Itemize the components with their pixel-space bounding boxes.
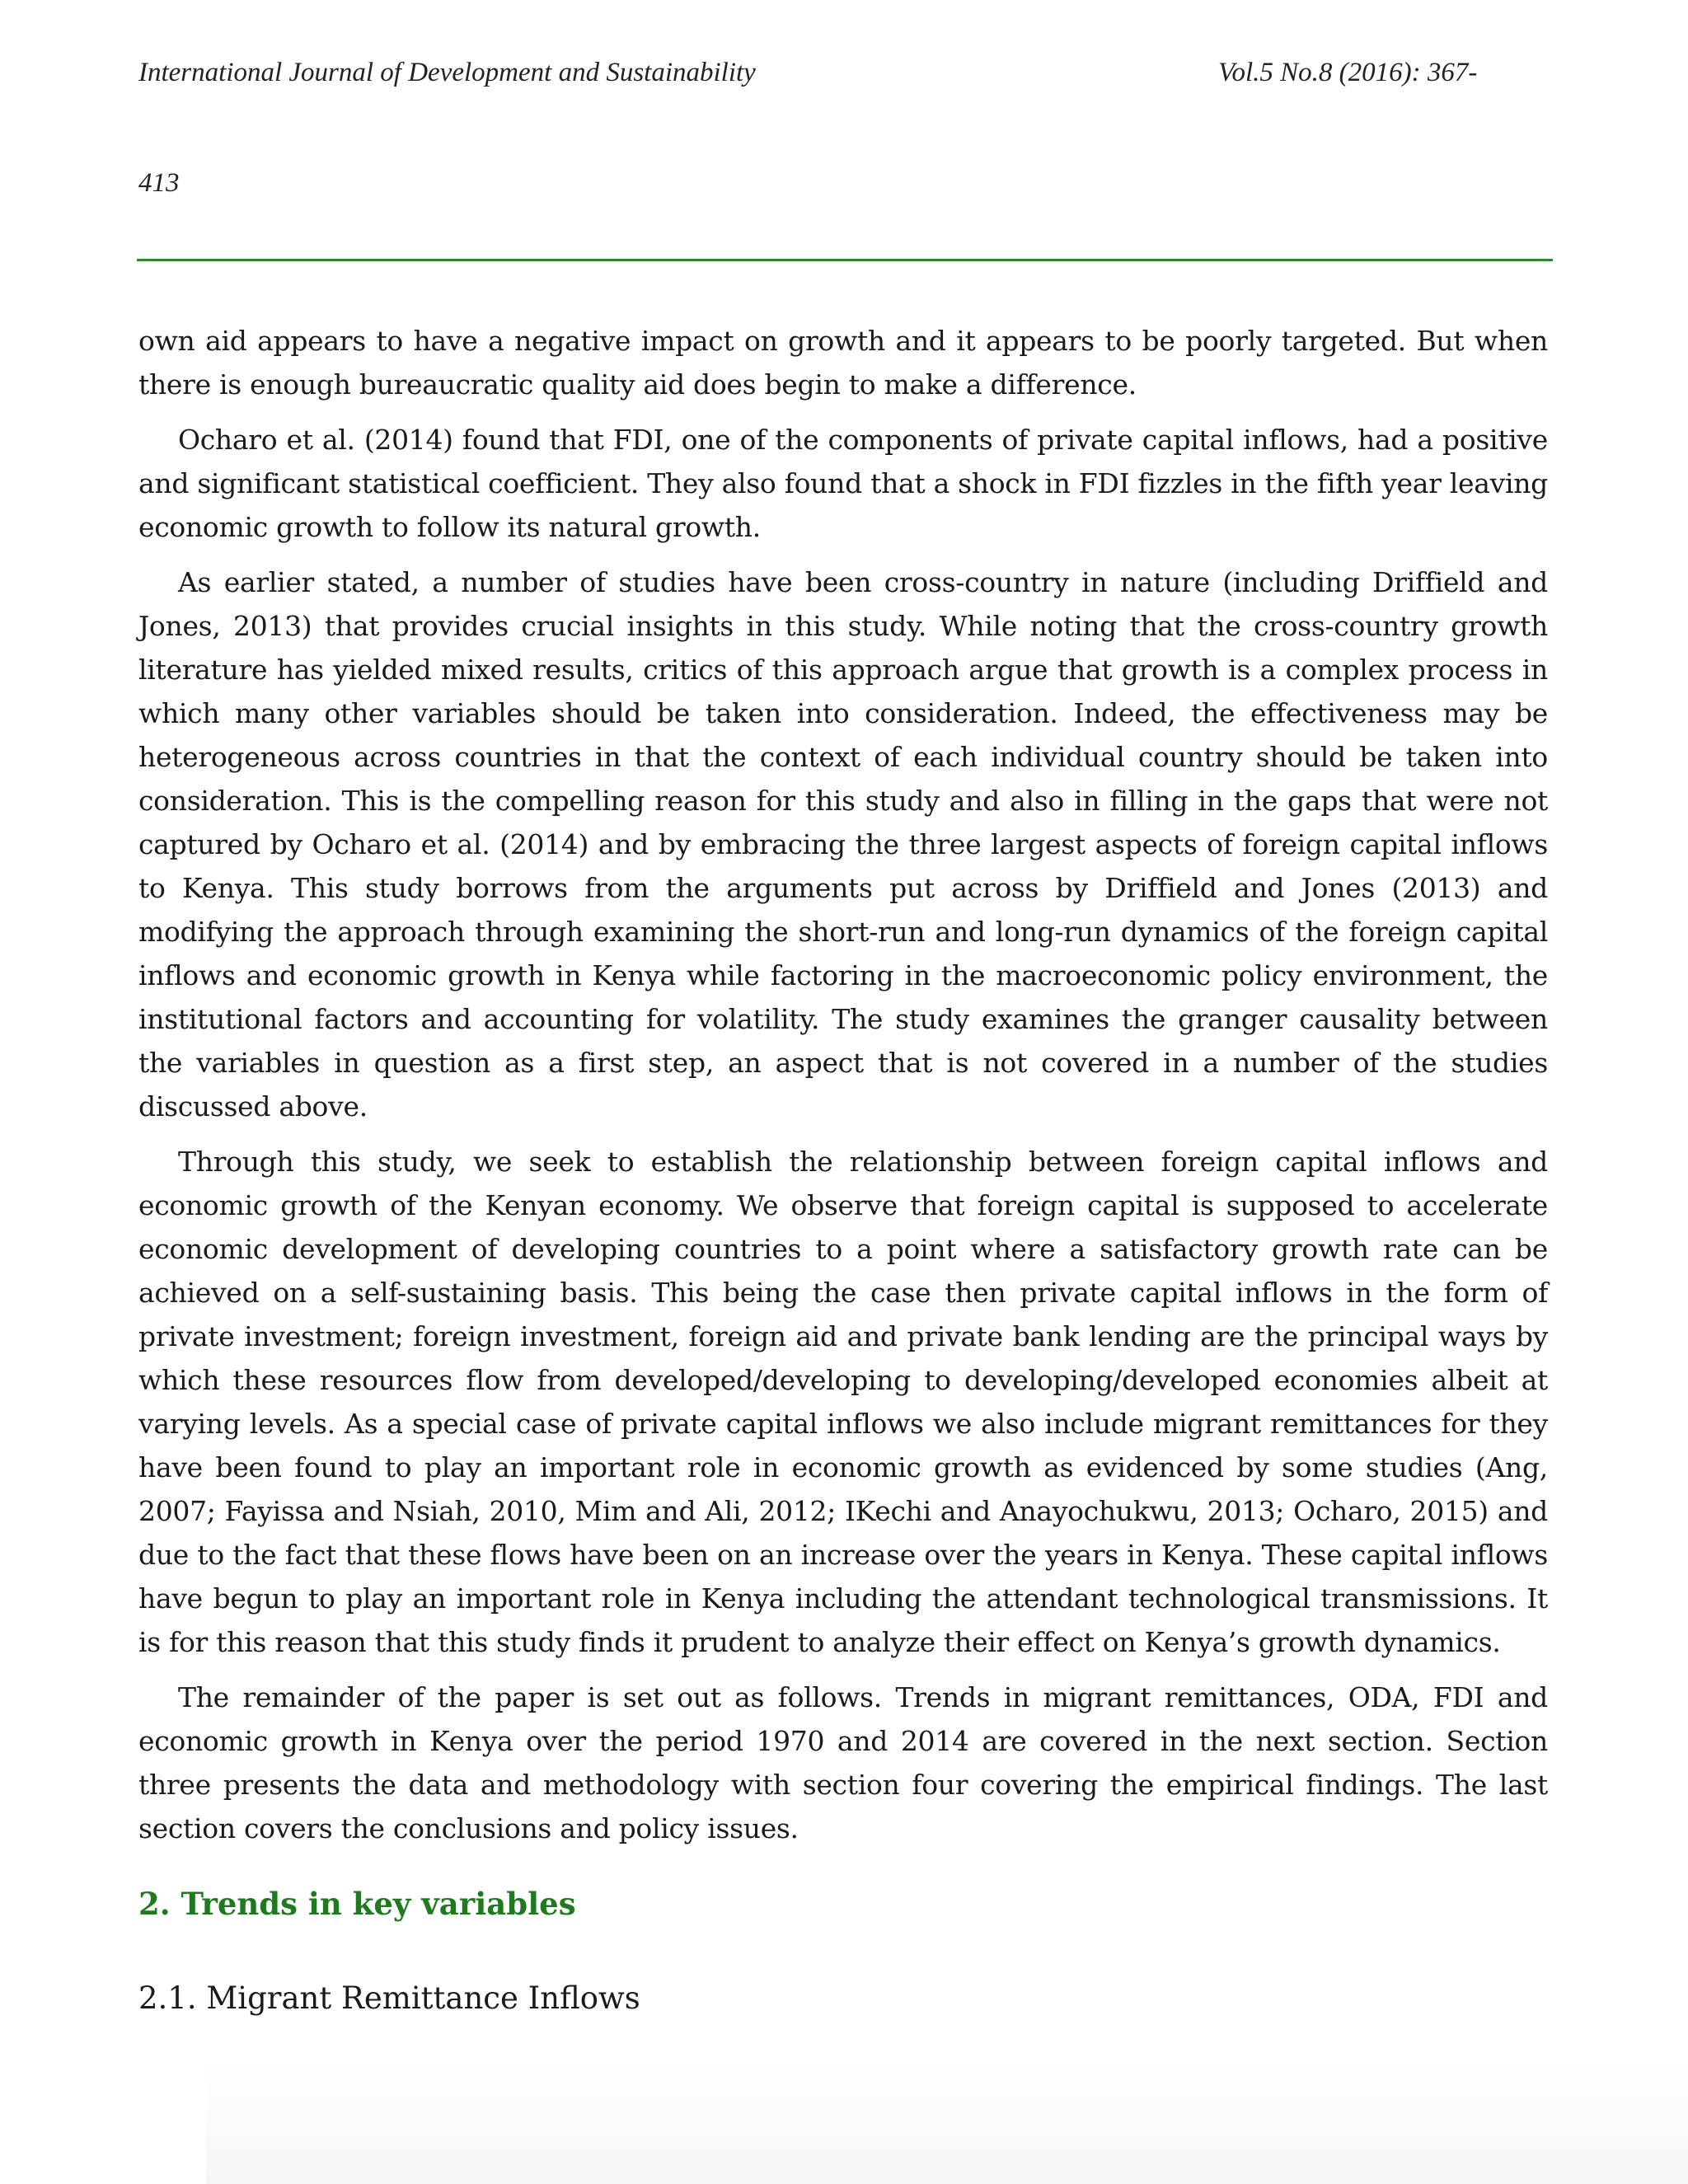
volume-pages-continued: 413 [138,168,180,198]
journal-name: International Journal of Development and Sustainability [138,58,756,87]
paragraph-continued: own aid appears to have a negative impact on growth and it appears to be poorly targeted. But when there is enough bureaucratic quality aid does begin to make a difference. [138,325,1548,401]
volume-pages: Vol.5 No.8 (2016): 367- [1218,58,1478,87]
paragraph: Through this study, we seek to establish the relationship between foreign capital inflows and economic growth of the Kenyan economy. We observe that foreign capital is supposed to accelerate economic development of developing countries to a point where a satisfactory growth rate can be achieved on a self-sustaining basis. This being the case then private capital inflows in the form of private investment; foreign investment, foreign aid and private bank lending are the principal ways by which these resources flow from developed/developing to developing/developed economies albeit at varying levels. As a special case of private capital inflows we also include migrant remittances for they have been found to play an important role in economic growth as evidenced by some studies (Ang, 2007; Fayissa and Nsiah, 2010, Mim and Ali, 2012; IKechi and Anayochukwu, 2013; Ocharo, 2015) and due to the fact that these flows have been on an increase over the years in Kenya. These capital inflows have begun to play an important role in Kenya including the attendant technological transmissions. It is for this reason that this study finds it prudent to analyze their effect on Kenya’s growth dynamics. [138,1146,1548,1658]
paragraph: The remainder of the paper is set out as follows. Trends in migrant remittances, ODA, FDI and economic growth in Kenya over the period 1970 and 2014 are covered in the next section. Section three presents the data and methodology with section four covering the empirical findings. The last section covers the conclusions and policy issues. [138,1681,1548,1844]
paragraph: As earlier stated, a number of studies have been cross-country in nature (including Driffield and Jones, 2013) that provides crucial insights in this study. While noting that the cross-country growth literature has yielded mixed results, critics of this approach argue that growth is a complex process in which many other variables should be taken into consideration. Indeed, the effectiveness may be heterogeneous across countries in that the context of each individual country should be taken into consideration. This is the compelling reason for this study and also in filling in the gaps that were not captured by Ocharo et al. (2014) and by embracing the three largest aspects of foreign capital inflows to Kenya. This study borrows from the arguments put across by Driffield and Jones (2013) and modifying the approach through examining the short-run and long-run dynamics of the foreign capital inflows and economic growth in Kenya while factoring in the macroeconomic policy environment, the institutional factors and accounting for volatility. The study examines the granger causality between the variables in question as a first step, an aspect that is not covered in a number of the studies discussed above. [138,566,1548,1122]
subsection-heading: 2.1. Migrant Remittance Inflows [138,1980,640,2016]
paragraph: Ocharo et al. (2014) found that FDI, one of the components of private capital inflows, had a positive and significant statistical coefficient. They also found that a shock in FDI fizzles in the fifth year leaving economic growth to follow its natural growth. [138,424,1548,543]
article-body [138,319,1548,1862]
section-heading: 2. Trends in key variables [138,1886,576,1922]
scan-shading [206,2060,1688,2184]
header-divider [137,259,1553,261]
